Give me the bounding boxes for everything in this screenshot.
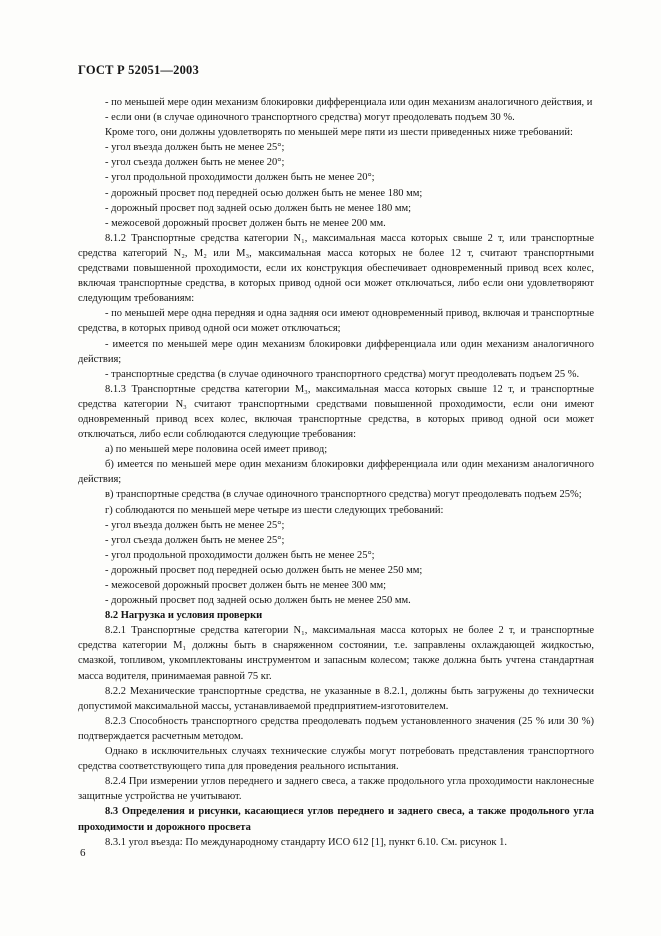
list-item: а) по меньшей мере половина осей имеет привод; [105,444,328,456]
paragraph: 8.2.1 Транспортные средства категории N₁, максимальная масса которых не более 2 т, и транспортные средства категории M₁ должны быть в снаряженном состоянии, т.е. заправлены охлаждающей жидкостью, смазкой, топливом, укомплектованы инструментом и запасным колесом; также должна быть учтена стандартная масса водителя, принимаемая равной 75 кг. [78,625,594,682]
list-item: - транспортные средства (в случае одиночного транспортного средства) могут преодолевать подъем 25 %. [105,368,580,380]
list-item: - по меньшей мере одна передняя и одна задняя оси имеют одновременный привод, включая и транспортные средства, в которых привод одной оси может отключаться; [78,308,594,335]
list-item: - межосевой дорожный просвет должен быть не менее 200 мм. [105,217,386,229]
paragraph: - по меньшей мере один механизм блокировки дифференциала или один механизм аналогичного действия, и [105,97,593,108]
list-item: - дорожный просвет под задней осью должен быть не менее 250 мм. [105,595,411,607]
paragraph: - если они (в случае одиночного транспортного средства) могут преодолевать подъем 30 %. [105,112,515,124]
list-item: - угол продольной проходимости должен быть не менее 20°; [105,172,375,184]
list-item: - дорожный просвет под передней осью должен быть не менее 180 мм; [105,187,423,199]
list-item: - имеется по меньшей мере один механизм блокировки дифференциала или один механизм аналогичного действия; [78,338,594,365]
list-item: б) имеется по меньшей мере один механизм блокировки дифференциала или один механизм аналогичного действия; [78,459,594,486]
paragraph: 8.2.4 При измерении углов переднего и заднего свеса, а также продольного угла проходимости наклонесные защитные устройства не учитывают. [78,776,594,803]
paragraph: 8.2.2 Механические транспортные средства, не указанные в 8.2.1, должны быть загружены до технически допустимой максимальной массы, устанавливаемой предприятием-изготовителем. [78,685,594,712]
list-item: г) соблюдаются по меньшей мере четыре из шести следующих требований: [105,504,444,516]
paragraph: Кроме того, они должны удовлетворять по меньшей мере пяти из шести приведенных ниже требований: [105,127,573,139]
list-item: - угол въезда должен быть не менее 25°; [105,519,285,531]
list-item: в) транспортные средства (в случае одиночного транспортного средства) могут преодолевать подъем 25%; [105,489,582,501]
page-number: 6 [80,847,86,859]
list-item: - угол продольной проходимости должен быть не менее 25°; [105,549,375,561]
paragraph: Однако в исключительных случаях технические службы могут потребовать представления транспортного средства соответствующего типа для проведения реального испытания. [78,746,594,773]
section-heading: 8.3 Определения и рисунки, касающиеся углов переднего и заднего свеса, а также продольного угла проходимости и дорожного просвета [78,806,594,833]
list-item: - угол въезда должен быть не менее 25°; [105,142,285,154]
list-item: - угол съезда должен быть не менее 20°; [105,157,285,169]
section-heading: 8.2 Нагрузка и условия проверки [105,610,263,622]
document-body [78,95,594,850]
paragraph: 8.1.2 Транспортные средства категории N₁, максимальная масса которых свыше 2 т, или транспортные средства категорий N₂, M₂ или M₃, максимальная масса которых не более 12 т, считают транспортными средствами повышенной проходимости, если их конструкция обеспечивает одновременный привод всех колес, включая транспортные средства, в которых привод одной оси может отключаться, либо если они удовлетворяют следующим требованиям: [78,232,594,305]
list-item: - угол съезда должен быть не менее 25°; [105,534,285,546]
paragraph: 8.2.3 Способность транспортного средства преодолевать подъем установленного значения (25 % или 30 %) подтверждается расчетным методом. [78,715,594,742]
paragraph: 8.1.3 Транспортные средства категории M₃, максимальная масса которых свыше 12 т, и транспортные средства категории N₃ считают транспортными средствами повышенной проходимости, если они имеют одновременный привод всех колес, включая транспортные средства, в которых привод одной оси может отключаться, либо если соблюдаются следующие требования: [78,383,594,441]
list-item: - дорожный просвет под задней осью должен быть не менее 180 мм; [105,202,412,214]
list-item: - дорожный просвет под передней осью должен быть не менее 250 мм; [105,564,423,576]
paragraph: 8.3.1 угол въезда: По международному стандарту ИСО 612 [1], пункт 6.10. См. рисунок 1. [105,836,507,848]
document-header: ГОСТ Р 52051—2003 [78,63,199,77]
list-item: - межосевой дорожный просвет должен быть не менее 300 мм; [105,580,387,591]
